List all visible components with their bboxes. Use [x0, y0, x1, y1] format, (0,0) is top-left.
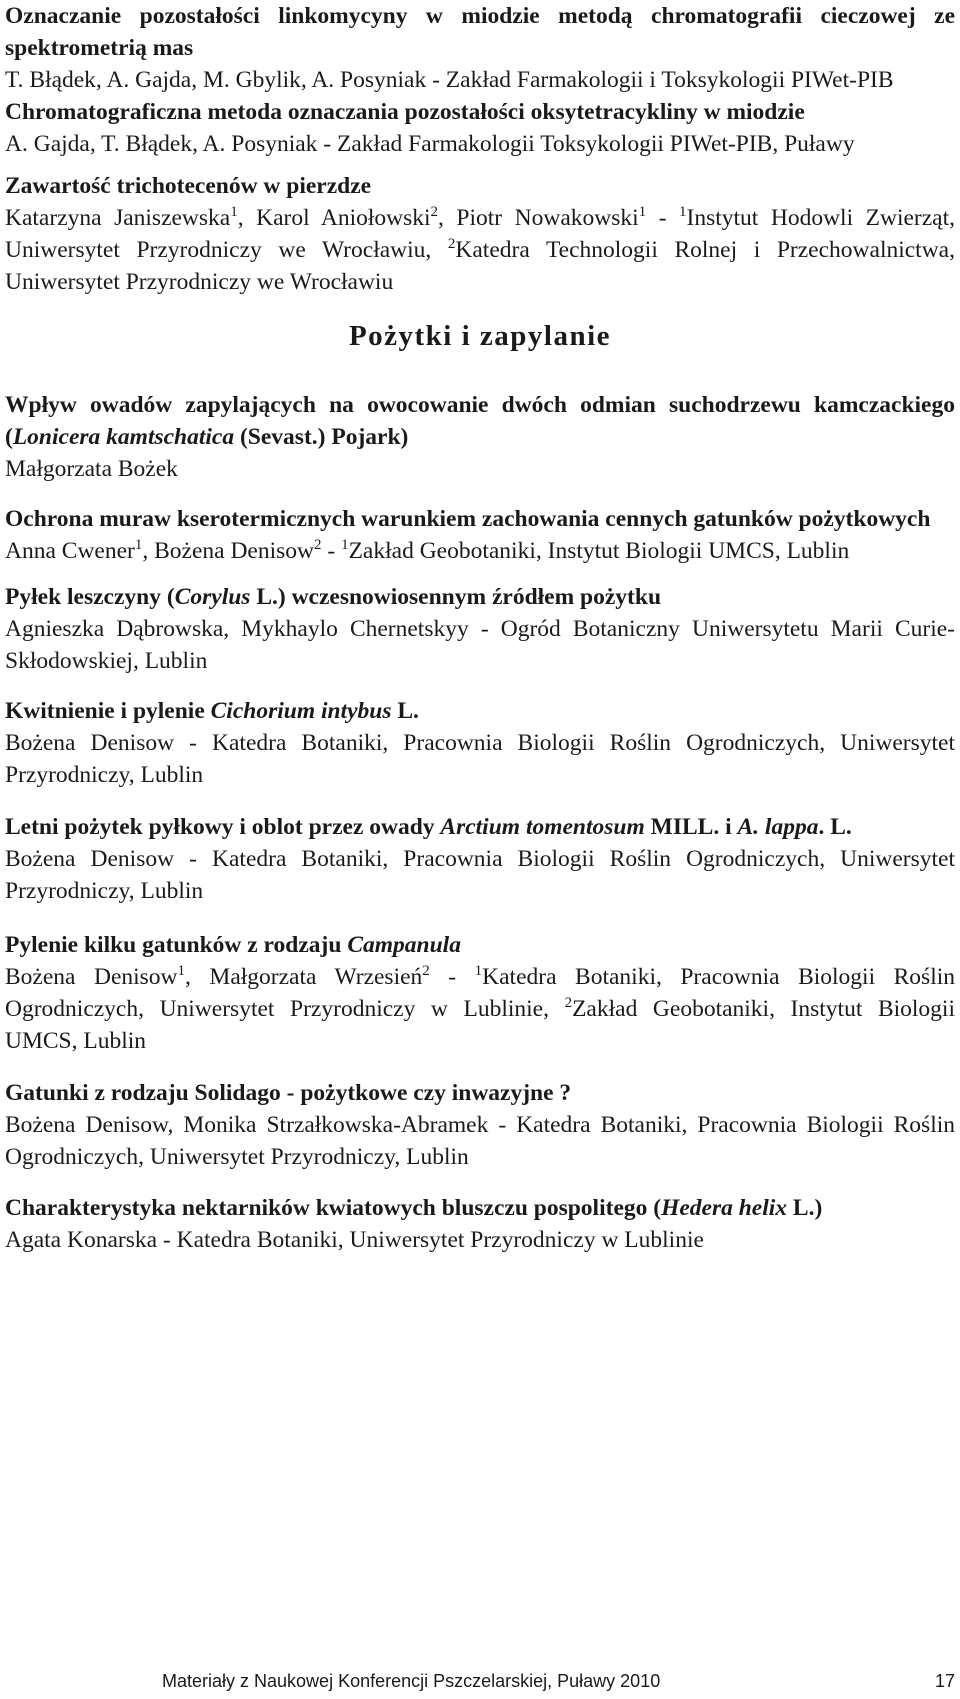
abstract-authors	[5, 453, 955, 485]
text-run: Kwitnienie i pylenie	[5, 698, 211, 724]
affiliation-marker: 1	[230, 204, 238, 220]
text-run: . L.	[818, 814, 852, 840]
text-run: Zawartość trichotecenów w pierzdze	[5, 173, 372, 199]
text-run: Charakterystyka nektarników kwiatowych bluszczu pospolitego (	[5, 1195, 662, 1221]
text-run: Katarzyna Janiszewska	[5, 205, 231, 231]
abstract-authors	[5, 613, 955, 677]
affiliation-marker: 2	[430, 204, 439, 220]
abstract-entry	[5, 929, 955, 1057]
text-run: Bożena Denisow, Monika Strzałkowska-Abramek - Katedra Botaniki, Pracownia Biologii Roślin Ogrodniczych, Uniwersytet Przyrodniczy, Lublin	[5, 1112, 955, 1170]
taxon-name: A. lappa	[737, 814, 819, 840]
abstract-authors	[5, 64, 955, 96]
affiliation-marker: 2	[422, 963, 430, 979]
abstract-entry	[5, 1077, 955, 1173]
text-run: Agata Konarska - Katedra Botaniki, Uniwersytet Przyrodniczy w Lublinie	[5, 1227, 704, 1253]
affiliation-marker: 1	[134, 537, 143, 553]
abstract-title	[5, 1192, 955, 1224]
affiliation-marker: 1	[474, 963, 483, 979]
affiliation-marker: 1	[177, 963, 186, 979]
text-run: A. Gajda, T. Błądek, A. Posyniak - Zakład Farmakologii Toksykologii PIWet-PIB, Puławy	[5, 131, 855, 157]
abstract-authors	[5, 961, 955, 1057]
text-run: Pylenie kilku gatunków z rodzaju	[5, 932, 348, 958]
text-run: Letni pożytek pyłkowy i oblot przez owady	[5, 814, 441, 840]
abstract-title	[5, 0, 955, 64]
taxon-name: Campanula	[347, 932, 461, 958]
taxon-name: Hedera helix	[661, 1195, 788, 1221]
affiliation-marker: 1	[679, 204, 687, 220]
footer-page-number: 17	[934, 1671, 955, 1691]
text-run: Katedra Technologii Rolnej i Przechowalnictwa, Uniwersytet Przyrodniczy we Wrocławiu	[5, 237, 955, 295]
affiliation-marker: 1	[638, 204, 647, 220]
text-run: Oznaczanie pozostałości linkomycyny w miodzie metodą chromatografii cieczowej ze spektrometrią mas	[5, 3, 955, 61]
text-run: , Piotr Nowakowski	[438, 205, 639, 231]
text-run: L.)	[787, 1195, 823, 1221]
footer-publication-title: Materiały z Naukowej Konferencji Pszczelarskiej, Puławy 2010	[162, 1671, 661, 1691]
abstract-authors	[5, 1224, 955, 1256]
text-run: Zakład Geobotaniki, Instytut Biologii UMCS, Lublin	[5, 996, 955, 1054]
document-page	[5, 0, 955, 1256]
affiliation-marker: 2	[314, 537, 322, 553]
text-run: (Sevast.) Pojark)	[234, 424, 409, 450]
text-run: Gatunki z rodzaju Solidago - pożytkowe czy inwazyjne ?	[5, 1080, 572, 1106]
taxon-name: Lonicera kamtschatica	[12, 424, 235, 450]
abstract-entry	[5, 170, 955, 298]
affiliation-marker: 2	[564, 995, 573, 1011]
taxon-name: Corylus	[174, 584, 251, 610]
text-run: -	[646, 205, 680, 231]
text-run: -	[429, 964, 475, 990]
abstract-entry	[5, 0, 955, 96]
text-run: Katedra Botaniki, Pracownia Biologii Roślin Ogrodniczych, Uniwersytet Przyrodniczy w Lublinie,	[5, 964, 956, 1022]
text-run: Ochrona muraw kserotermicznych warunkiem zachowania cennych gatunków pożytkowych	[5, 506, 931, 532]
abstract-entry	[5, 1192, 955, 1256]
abstract-entry	[5, 389, 955, 485]
abstract-authors	[5, 727, 955, 791]
abstract-title	[5, 503, 955, 535]
text-run: Pyłek leszczyny (	[5, 584, 175, 610]
text-run: MILL. i	[644, 814, 738, 840]
abstract-title	[5, 695, 955, 727]
abstract-title	[5, 811, 955, 843]
abstract-entry	[5, 96, 955, 160]
text-run: Wpływ owadów zapylających na owocowanie dwóch odmian suchodrzewu kamczackiego (	[5, 392, 955, 450]
abstract-title	[5, 1077, 955, 1109]
text-run: Anna Cwener	[5, 538, 135, 564]
abstract-title	[5, 96, 955, 128]
text-run: , Karol Aniołowski	[237, 205, 431, 231]
text-run: -	[321, 538, 342, 564]
abstract-title	[5, 581, 955, 613]
text-run: Małgorzata Bożek	[5, 456, 178, 482]
text-run: Agnieszka Dąbrowska, Mykhaylo Chernetskyy - Ogród Botaniczny Uniwersytetu Marii Curie-Skłodowskiej, Lublin	[5, 616, 955, 674]
abstract-authors	[5, 202, 955, 298]
abstract-title	[5, 170, 955, 202]
abstract-authors	[5, 535, 955, 567]
abstract-entry	[5, 811, 955, 907]
text-run: Bożena Denisow - Katedra Botaniki, Pracownia Biologii Roślin Ogrodniczych, Uniwersytet Przyrodniczy, Lublin	[5, 730, 955, 788]
text-run: Zakład Geobotaniki, Instytut Biologii UMCS, Lublin	[348, 538, 850, 564]
abstract-authors	[5, 128, 955, 160]
text-run: Bożena Denisow - Katedra Botaniki, Pracownia Biologii Roślin Ogrodniczych, Uniwersytet Przyrodniczy, Lublin	[5, 846, 955, 904]
abstract-list-residues	[5, 0, 955, 298]
abstract-entry	[5, 503, 955, 567]
taxon-name: Cichorium intybus	[210, 698, 392, 724]
affiliation-marker: 2	[447, 236, 456, 252]
abstract-list-forage-pollination	[5, 389, 955, 1256]
abstract-authors	[5, 1109, 955, 1173]
abstract-title	[5, 389, 955, 453]
text-run: , Małgorzata Wrzesień	[185, 964, 423, 990]
text-run: Instytut Hodowli Zwierząt, Uniwersytet Przyrodniczy we Wrocławiu,	[5, 205, 955, 263]
abstract-title	[5, 929, 955, 961]
abstract-entry	[5, 581, 955, 677]
taxon-name: Arctium tomentosum	[440, 814, 645, 840]
affiliation-marker: 1	[341, 537, 349, 553]
text-run: Bożena Denisow	[5, 964, 178, 990]
text-run: , Bożena Denisow	[142, 538, 314, 564]
text-run: L.	[391, 698, 419, 724]
section-heading: Pożytki i zapylanie	[348, 320, 612, 352]
text-run: Chromatograficzna metoda oznaczania pozostałości oksytetracykliny w miodzie	[5, 99, 805, 125]
abstract-entry	[5, 695, 955, 791]
text-run: L.) wczesnowiosennym źródłem pożytku	[250, 584, 662, 610]
abstract-authors	[5, 843, 955, 907]
text-run: T. Błądek, A. Gajda, M. Gbylik, A. Posyniak - Zakład Farmakologii i Toksykologii PIWet-PIB	[5, 67, 894, 93]
